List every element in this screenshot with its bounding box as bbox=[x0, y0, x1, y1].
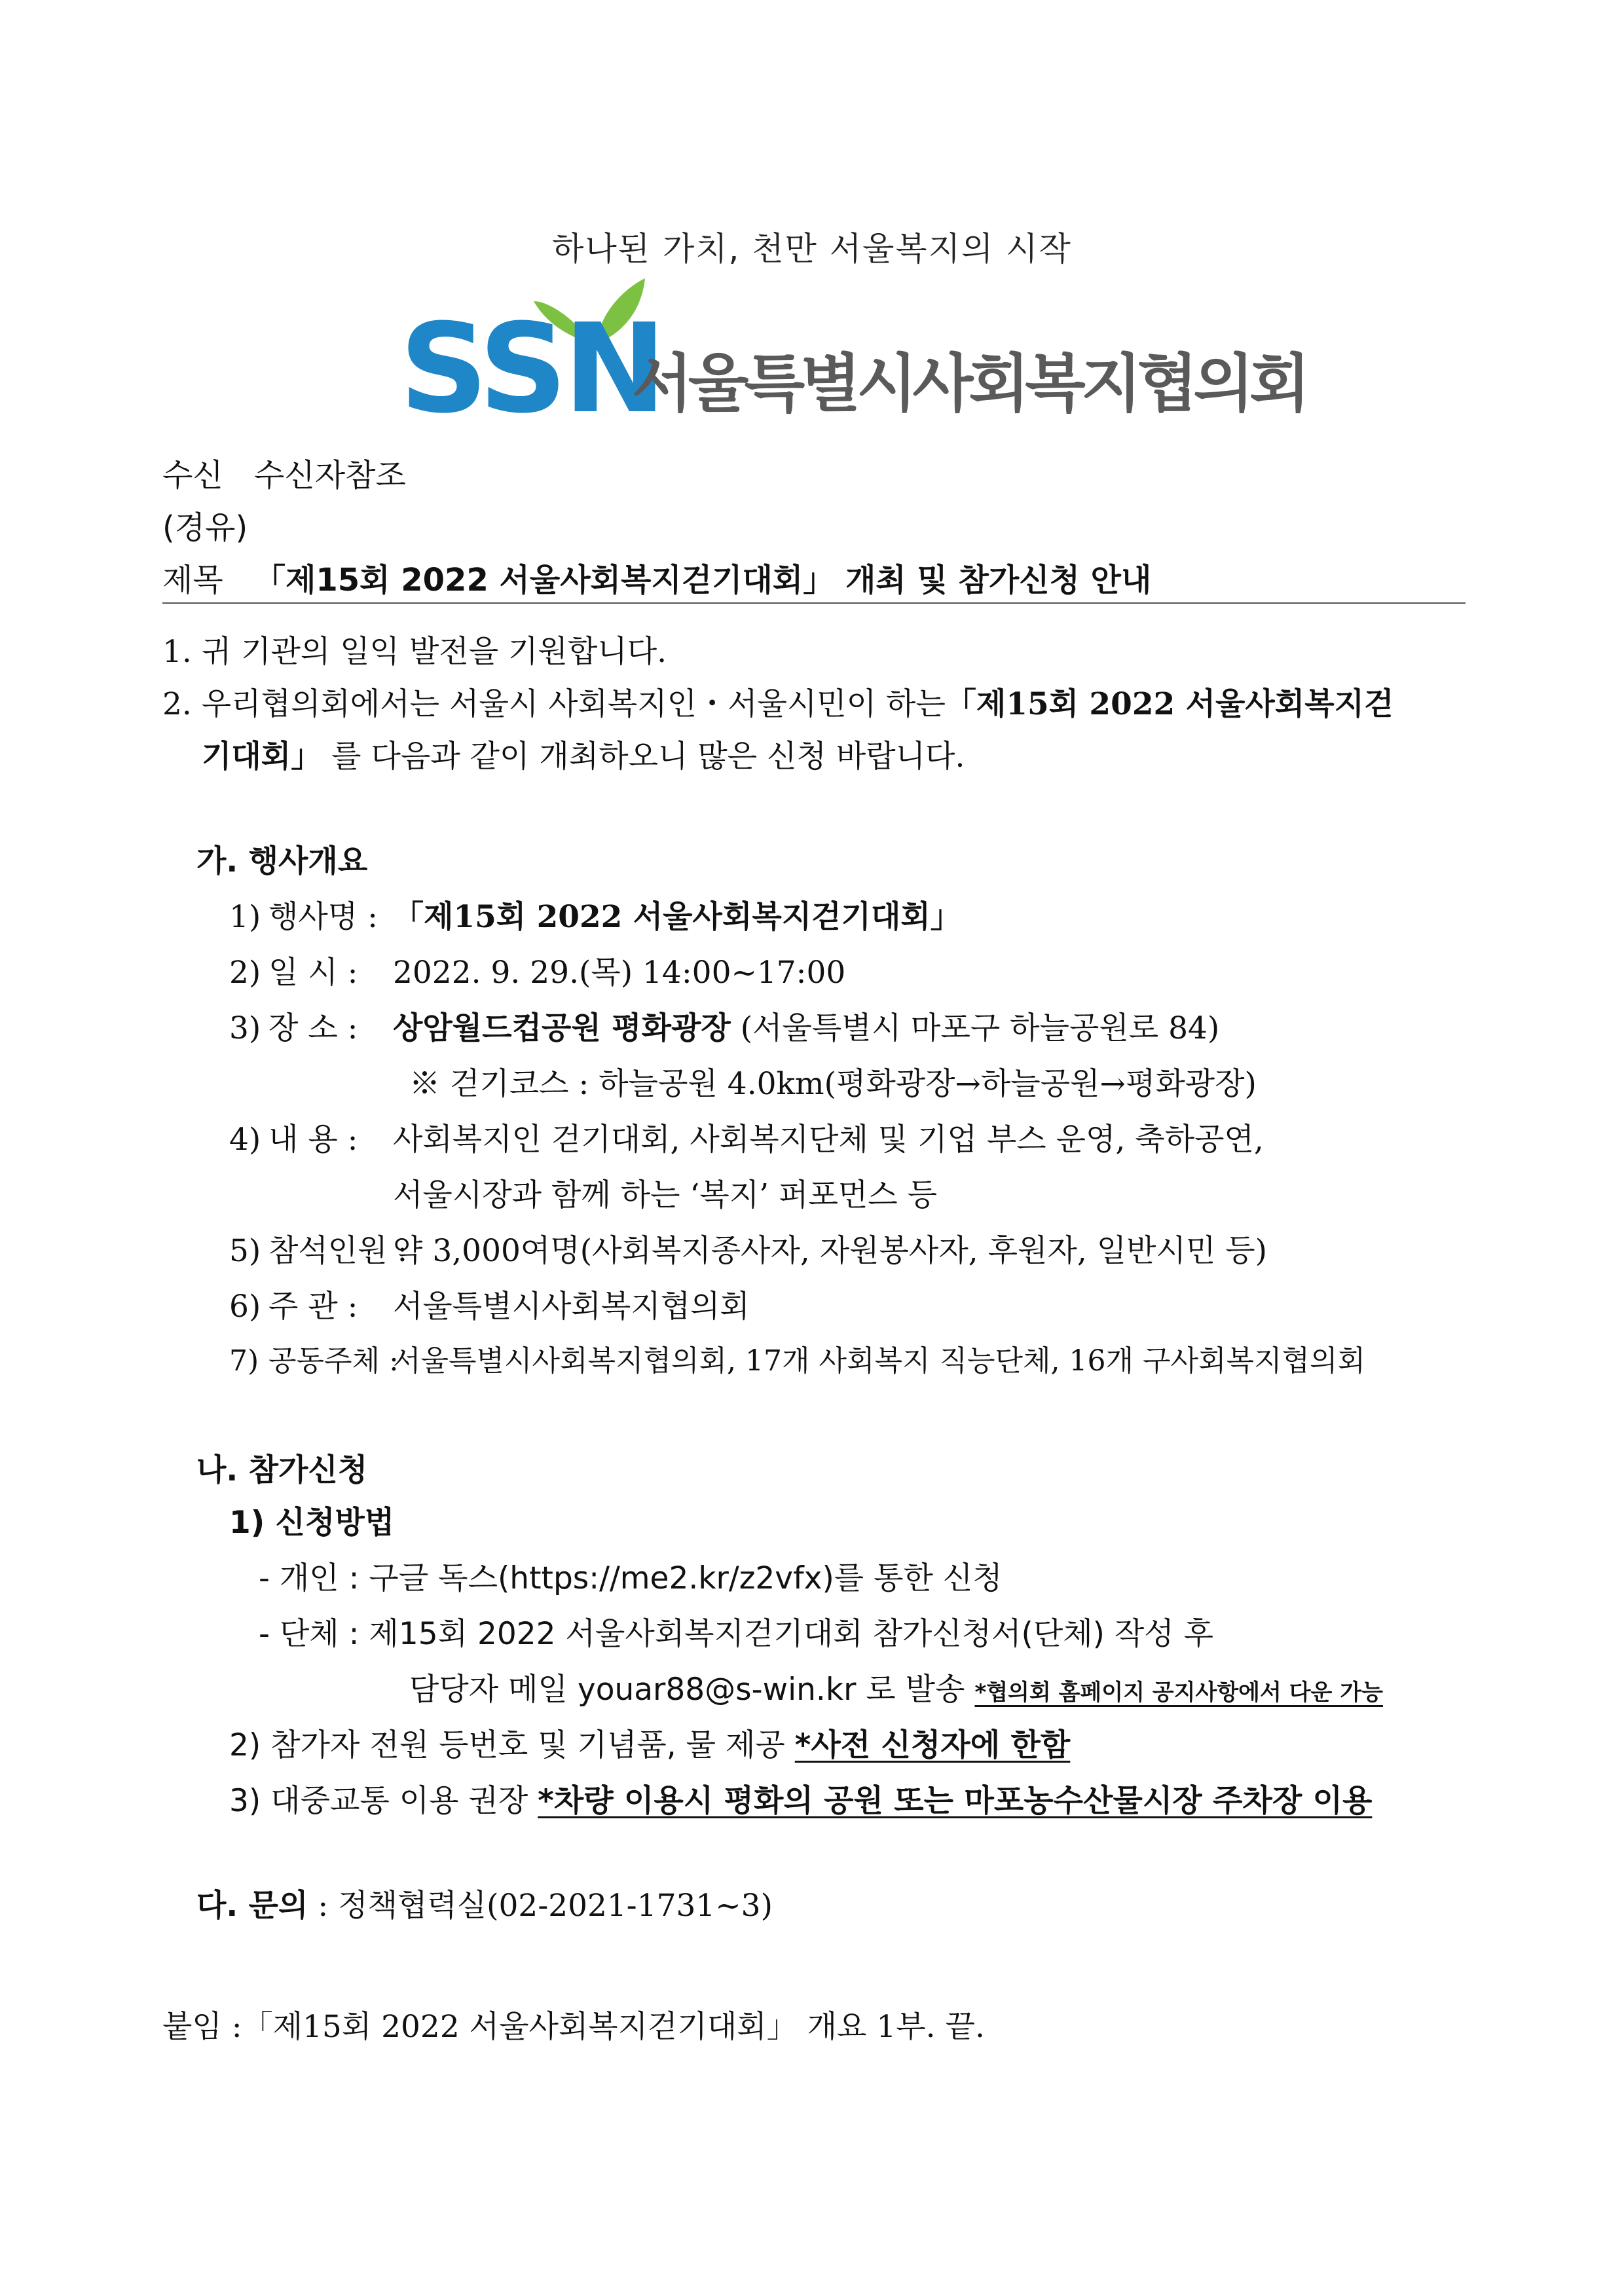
application-personal: - 개인 : 구글 독스(https://me2.kr/z2vfx)를 통한 신청 bbox=[259, 1560, 1003, 1596]
item-value: 서울특별시사회복지협의회, 17개 사회복지 직능단체, 16개 구사회복지협의회 bbox=[393, 1344, 1365, 1378]
item-number: 6) bbox=[229, 1289, 261, 1325]
paragraph-1: 1. 귀 기관의 일익 발전을 기원합니다. bbox=[162, 634, 667, 670]
subject-title: 「제15회 2022 서울사회복지걷기대회」 개최 및 참가신청 안내 bbox=[254, 562, 1152, 598]
section-b-item-3 bbox=[229, 1783, 1373, 1819]
item-label: 주 관 : bbox=[268, 1289, 358, 1325]
section-a-item-3 bbox=[229, 1010, 1220, 1046]
venue-address: (서울특별시 마포구 하늘공원로 84) bbox=[740, 1010, 1220, 1046]
venue-name: 상암월드컵공원 평화광장 bbox=[393, 1010, 731, 1046]
section-c-title: 다. 문의 bbox=[196, 1888, 308, 1924]
item-label: 공동주체 : bbox=[268, 1344, 399, 1378]
paragraph-2-text-cont: 를 다음과 같이 개최하오니 많은 신청 바랍니다. bbox=[331, 739, 965, 775]
item-value: 사회복지인 걷기대회, 사회복지단체 및 기업 부스 운영, 축하공연, bbox=[393, 1122, 1264, 1158]
paragraph-2-line-2 bbox=[202, 739, 965, 775]
preregistration-note: *사전 신청자에 한함 bbox=[794, 1727, 1071, 1763]
section-a-item-4 bbox=[229, 1122, 1264, 1158]
event-title-inline-cont: 기대회」 bbox=[202, 739, 322, 775]
item-number: 7) bbox=[229, 1344, 259, 1378]
logo-organization-name: 서울특별시사회복지협의회 bbox=[632, 347, 1306, 420]
via-line: (경유) bbox=[162, 509, 248, 546]
event-title-inline: 「제15회 2022 서울사회복지걷 bbox=[945, 686, 1394, 722]
inquiry-contact: : 정책협력실(02-2021-1731~3) bbox=[318, 1888, 773, 1924]
section-a-item-5 bbox=[229, 1233, 1267, 1269]
item-number: 2) bbox=[229, 955, 261, 991]
slogan: 하나된 가치, 천만 서울복지의 시작 bbox=[552, 230, 1072, 268]
public-transport-text: 3) 대중교통 이용 권장 bbox=[229, 1783, 528, 1819]
parking-note: *차량 이용시 평화의 공원 또는 마포농수산물시장 주차장 이용 bbox=[538, 1783, 1373, 1819]
walking-course-note: ※ 걷기코스 : 하늘공원 4.0km(평화광장→하늘공원→평화광장) bbox=[409, 1066, 1257, 1102]
section-a-item-4-cont: 서울시장과 함께 하는 ‘복지’ 퍼포먼스 등 bbox=[393, 1177, 938, 1213]
item-value: 약 3,000여명(사회복지종사자, 자원봉사자, 후원자, 일반시민 등) bbox=[393, 1233, 1267, 1269]
bib-number-text: 2) 참가자 전원 등번호 및 기념품, 물 제공 bbox=[229, 1727, 785, 1763]
recipient-value: 수신자참조 bbox=[254, 457, 406, 494]
item-number: 5) bbox=[229, 1233, 261, 1269]
download-note: *협의회 홈페이지 공지사항에서 다운 가능 bbox=[974, 1680, 1383, 1706]
subject-label: 제목 bbox=[162, 562, 223, 598]
section-a-title: 가. 행사개요 bbox=[196, 843, 368, 879]
item-label: 일 시 : bbox=[268, 955, 358, 991]
recipient-line bbox=[162, 457, 406, 494]
logo-ssn-text: SSN bbox=[399, 297, 663, 441]
item-number: 3) bbox=[229, 1010, 261, 1046]
attachment-line: 붙임 :「제15회 2022 서울사회복지걷기대회」 개요 1부. 끝. bbox=[162, 2009, 985, 2045]
paragraph-2-line-1 bbox=[162, 686, 1394, 722]
group-email-text: 담당자 메일 youar88@s-win.kr 로 발송 bbox=[409, 1672, 965, 1708]
item-label: 내 용 : bbox=[268, 1122, 358, 1158]
section-a-item-1 bbox=[229, 899, 961, 935]
item-label: 참석인원 : bbox=[268, 1233, 408, 1269]
item-label: 장 소 : bbox=[268, 1010, 358, 1046]
section-b-title: 나. 참가신청 bbox=[196, 1452, 368, 1488]
application-group-email bbox=[409, 1672, 1383, 1708]
section-a-item-2 bbox=[229, 955, 846, 991]
paragraph-2-text: 2. 우리협의회에서는 서울시 사회복지인・서울시민이 하는 bbox=[162, 686, 946, 722]
subject-line bbox=[162, 564, 1151, 596]
item-number: 4) bbox=[229, 1122, 261, 1158]
section-c-inquiry bbox=[196, 1888, 773, 1924]
header-divider bbox=[162, 602, 1466, 604]
recipient-label: 수신 bbox=[162, 457, 223, 494]
item-value: 서울특별시사회복지협의회 bbox=[393, 1289, 750, 1325]
item-label: 행사명 : bbox=[268, 899, 378, 935]
section-a-item-7 bbox=[229, 1344, 1365, 1378]
application-group: - 단체 : 제15회 2022 서울사회복지걷기대회 참가신청서(단체) 작성 후 bbox=[259, 1616, 1214, 1652]
item-number: 1) bbox=[229, 899, 261, 935]
application-method-title: 1) 신청방법 bbox=[229, 1505, 395, 1541]
item-value: 2022. 9. 29.(목) 14:00~17:00 bbox=[393, 955, 846, 991]
item-value: 「제15회 2022 서울사회복지걷기대회」 bbox=[393, 899, 961, 935]
section-a-item-6 bbox=[229, 1289, 750, 1325]
organization-logo bbox=[399, 275, 1306, 441]
section-b-item-2 bbox=[229, 1727, 1071, 1763]
